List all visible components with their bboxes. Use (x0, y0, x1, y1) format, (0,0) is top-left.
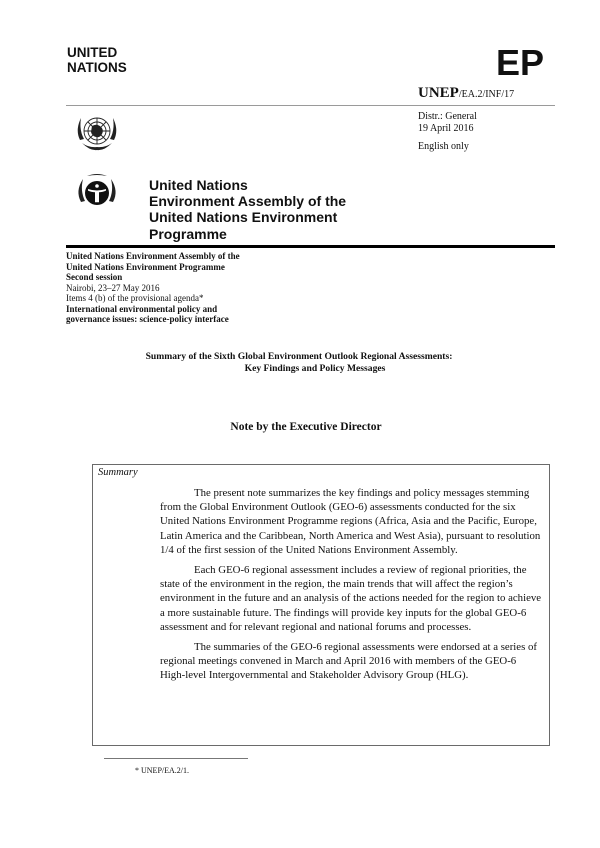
document-symbol-suffix: /EA.2/INF/17 (458, 89, 515, 100)
assembly-title-line: United Nations Environment (149, 209, 338, 226)
agenda-topic: International environmental policy and (66, 303, 218, 314)
agenda-item: Items 4 (b) of the provisional agenda* (66, 293, 204, 303)
language-note: English only (418, 141, 469, 152)
organization-name (67, 45, 127, 75)
document-title-line: Key Findings and Policy Messages (244, 363, 386, 374)
footnote-divider (104, 758, 248, 759)
document-date: 19 April 2016 (418, 122, 474, 134)
unep-emblem-icon (72, 170, 122, 216)
document-title (0, 351, 600, 375)
footnote: * UNEP/EA.2/1. (135, 766, 189, 775)
assembly-title-line: United Nations (149, 177, 248, 193)
agenda-topic: governance issues: science-policy interface (66, 314, 229, 324)
distribution: Distr.: General (418, 111, 477, 122)
title-divider (66, 245, 555, 248)
summary-paragraph: The summaries of the GEO-6 regional assessments were endorsed at a series of regional meetings convened in March and April 2016 with members of the GEO-6 High-level Intergovernmental and Stakeholder Advisory Group (HLG). (160, 641, 537, 682)
summary-label: Summary (98, 467, 138, 478)
summary-body (160, 486, 542, 689)
assembly-title-line: Programme (149, 225, 227, 242)
note-heading: Note by the Executive Director (230, 421, 382, 433)
organization-name-line: NATIONS (67, 60, 127, 75)
document-title-line: Summary of the Sixth Global Environment Outlook Regional Assessments: (145, 351, 453, 362)
document-symbol-prefix: UNEP (418, 85, 459, 101)
assembly-title-line: Environment Assembly of the (149, 193, 347, 210)
meeting-body: United Nations Environment Programme (66, 261, 225, 272)
header-divider (66, 105, 555, 106)
symbol-code: EP (496, 42, 545, 83)
assembly-title (149, 177, 346, 242)
distribution-info (418, 111, 477, 134)
organization-name-line: UNITED (67, 45, 118, 60)
summary-paragraph: The present note summarizes the key findings and policy messages stemming from the Global Environment Outlook (GEO-6) assessments conducted for the six United Nations Environment Programme regions (Africa, Asia and the Pacific, Europe, Latin America and the Caribbean, North America and West Asia), pursuant to resolution 1/4 of the first session of the United Nations Environment Assembly. (160, 487, 541, 556)
meeting-body: United Nations Environment Assembly of the (66, 251, 240, 261)
meeting-session: Second session (66, 272, 123, 282)
un-emblem-icon (72, 110, 122, 156)
meeting-place-date: Nairobi, 23–27 May 2016 (66, 282, 160, 293)
document-symbol (418, 87, 514, 101)
summary-paragraph: Each GEO-6 regional assessment includes a review of regional priorities, the state of the environment in the region, the main trends that will affect the region’s environment in the future and an analysis of the actions needed for the region to achieve a more sustainable future. The findings will provide key inputs for the global GEO-6 assessment and for relevant regional and national forums and processes. (160, 564, 542, 633)
meeting-info (66, 251, 240, 325)
